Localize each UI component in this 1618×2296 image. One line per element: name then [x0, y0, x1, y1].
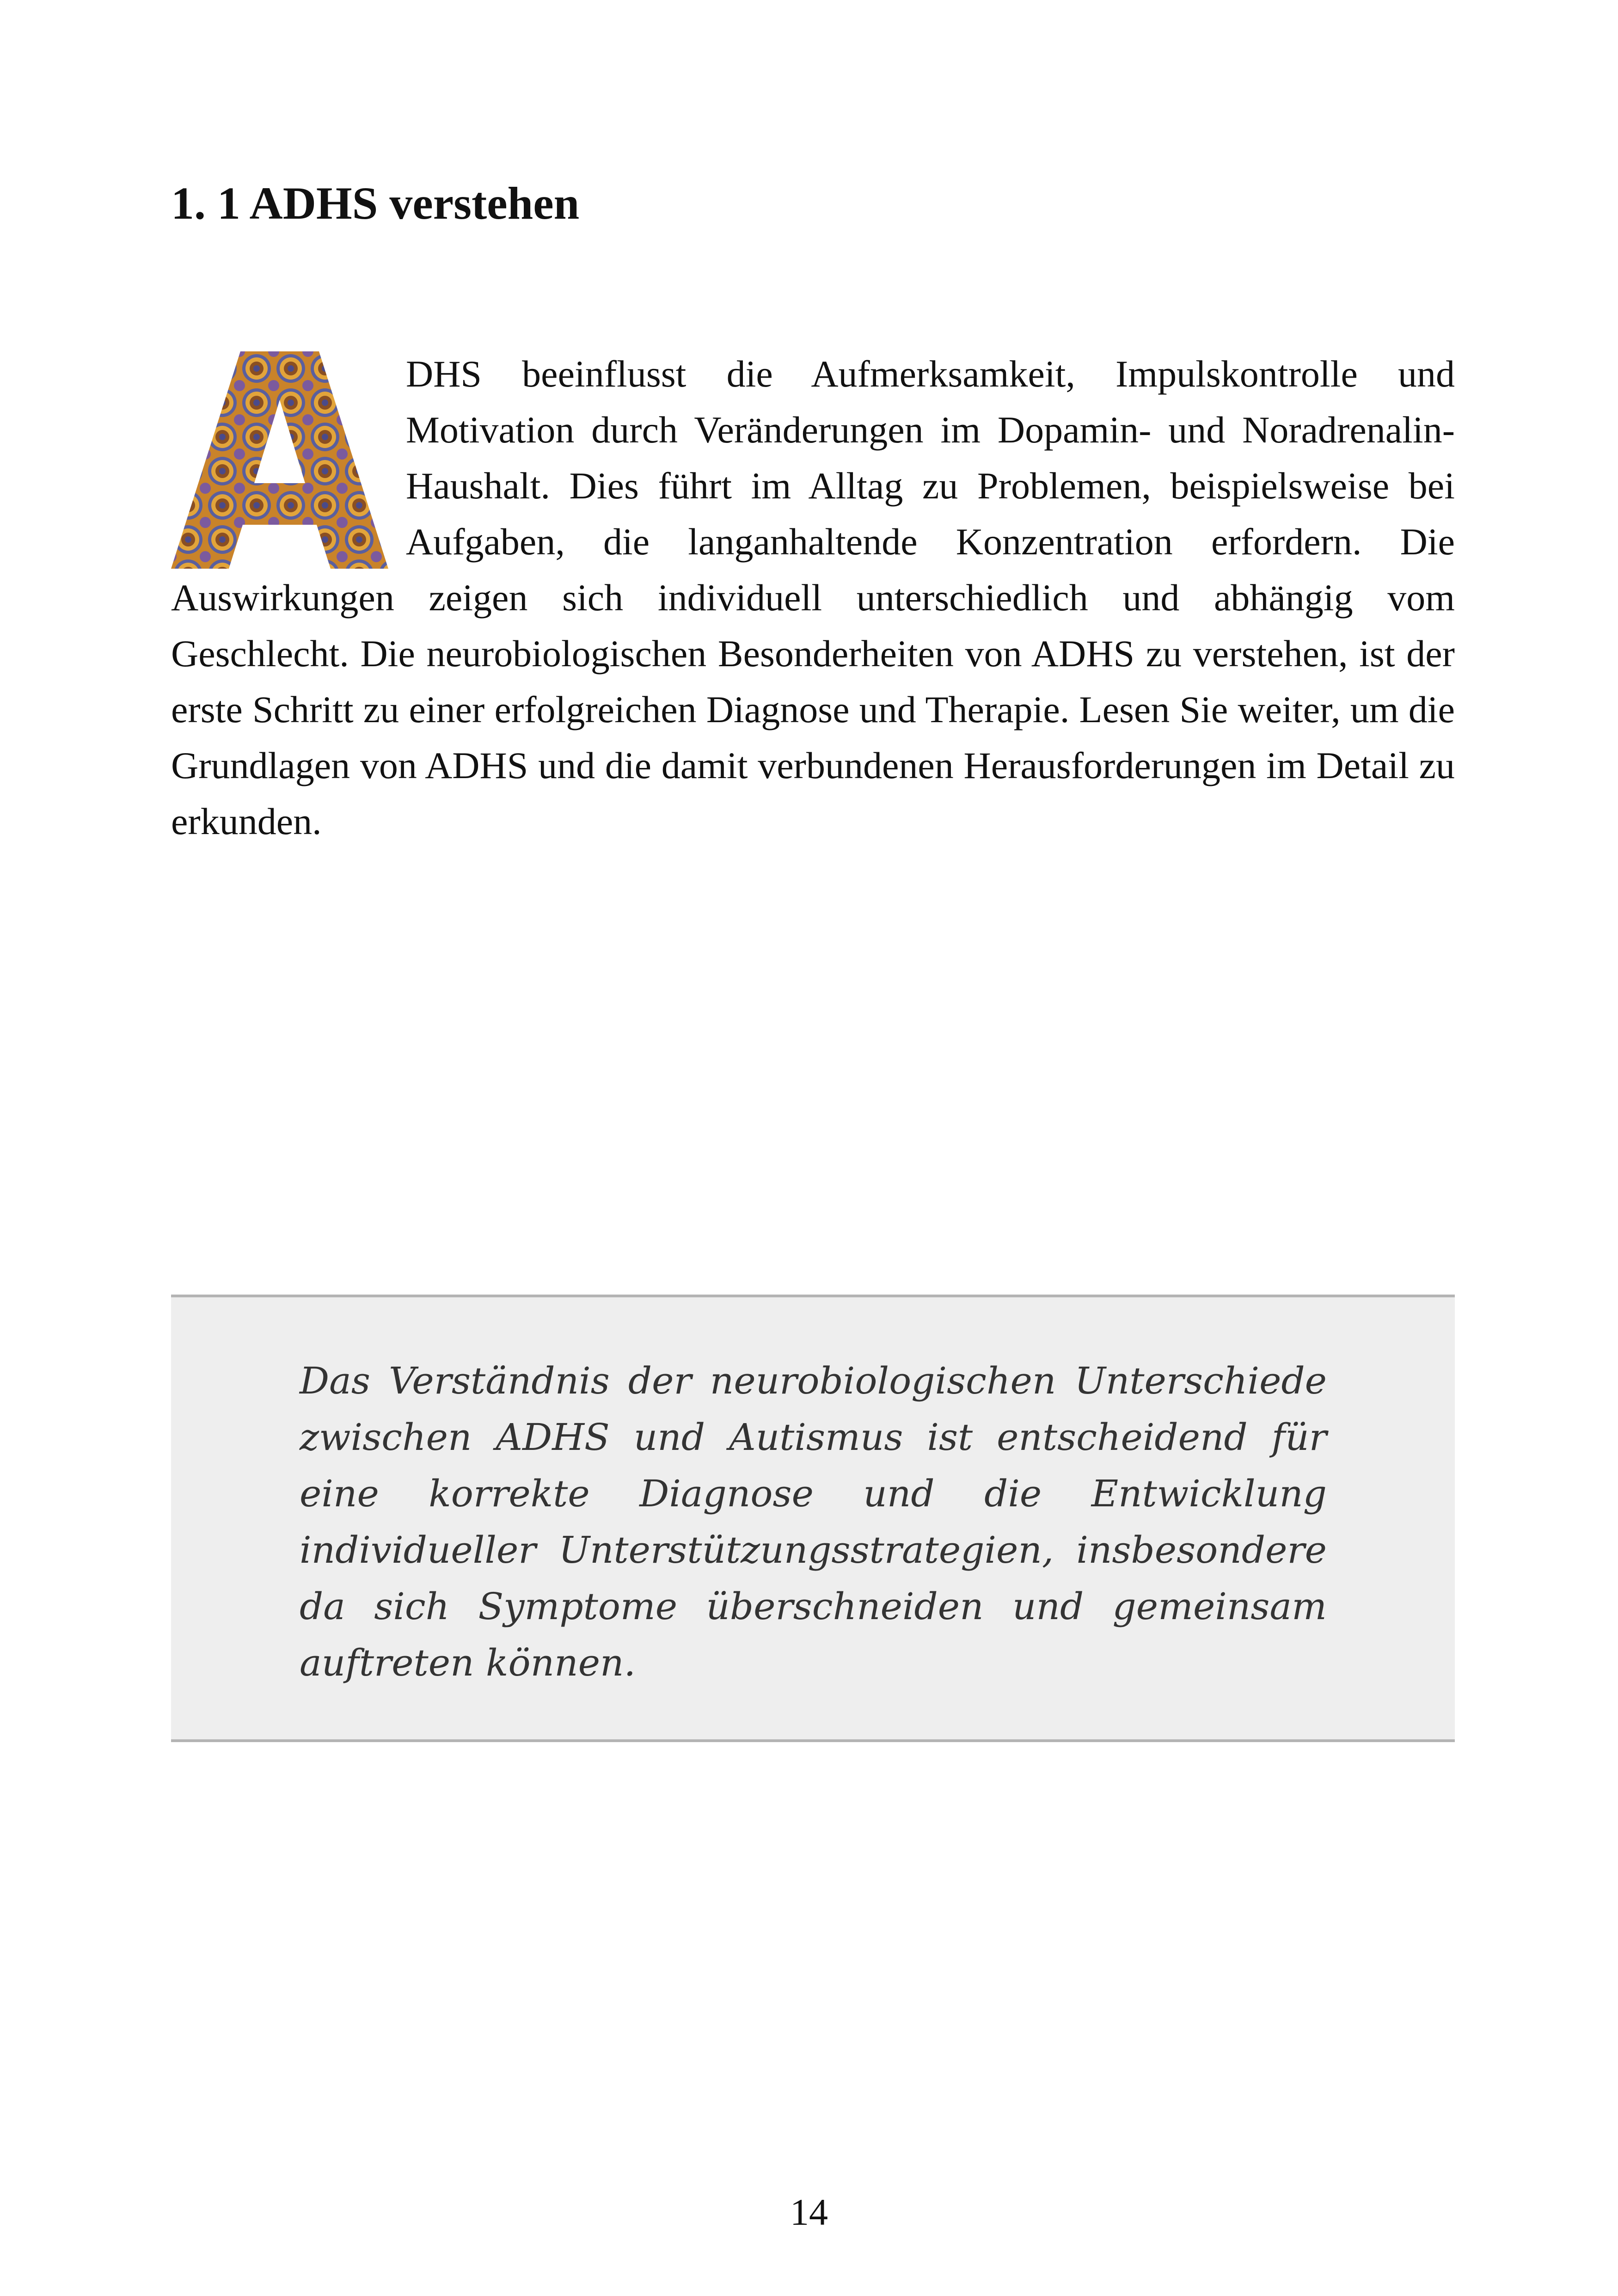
page-number: 14: [790, 2191, 828, 2233]
callout-box: [171, 1295, 1455, 1742]
section-heading: 1. 1 ADHS verstehen: [171, 178, 580, 229]
drop-cap-letter-a: [171, 351, 388, 569]
body-paragraph-text: DHS beeinflusst die Aufmerksamkeit, Impulskontrolle und Motivation durch Veränderungen im Dopamin- und Noradrenalin-Haushalt. Dies führt im Alltag zu Problemen, beispielsweise bei Aufgaben, die langanhaltende Konzentration erfordern. Die Auswirkungen zeigen sich individuell unterschiedlich und abhängig vom Geschlecht. Die neurobiologischen Besonderheiten von ADHS zu verstehen, ist der erste Schritt zu einer erfolgreichen Diagnose und Therapie. Lesen Sie weiter, um die Grundlagen von ADHS und die damit verbundenen Herausforderungen im Detail zu erkunden.: [171, 353, 1455, 842]
body-paragraph: [171, 346, 1455, 849]
callout-text: Das Verständnis der neurobiologischen Unterschiede zwischen ADHS und Autismus ist entscheidend für eine korrekte Diagnose und die Entwicklung individueller Unterstützungsstrategien, insbesondere da sich Symptome überschneiden und gemeinsam auftreten können.: [300, 1359, 1327, 1684]
